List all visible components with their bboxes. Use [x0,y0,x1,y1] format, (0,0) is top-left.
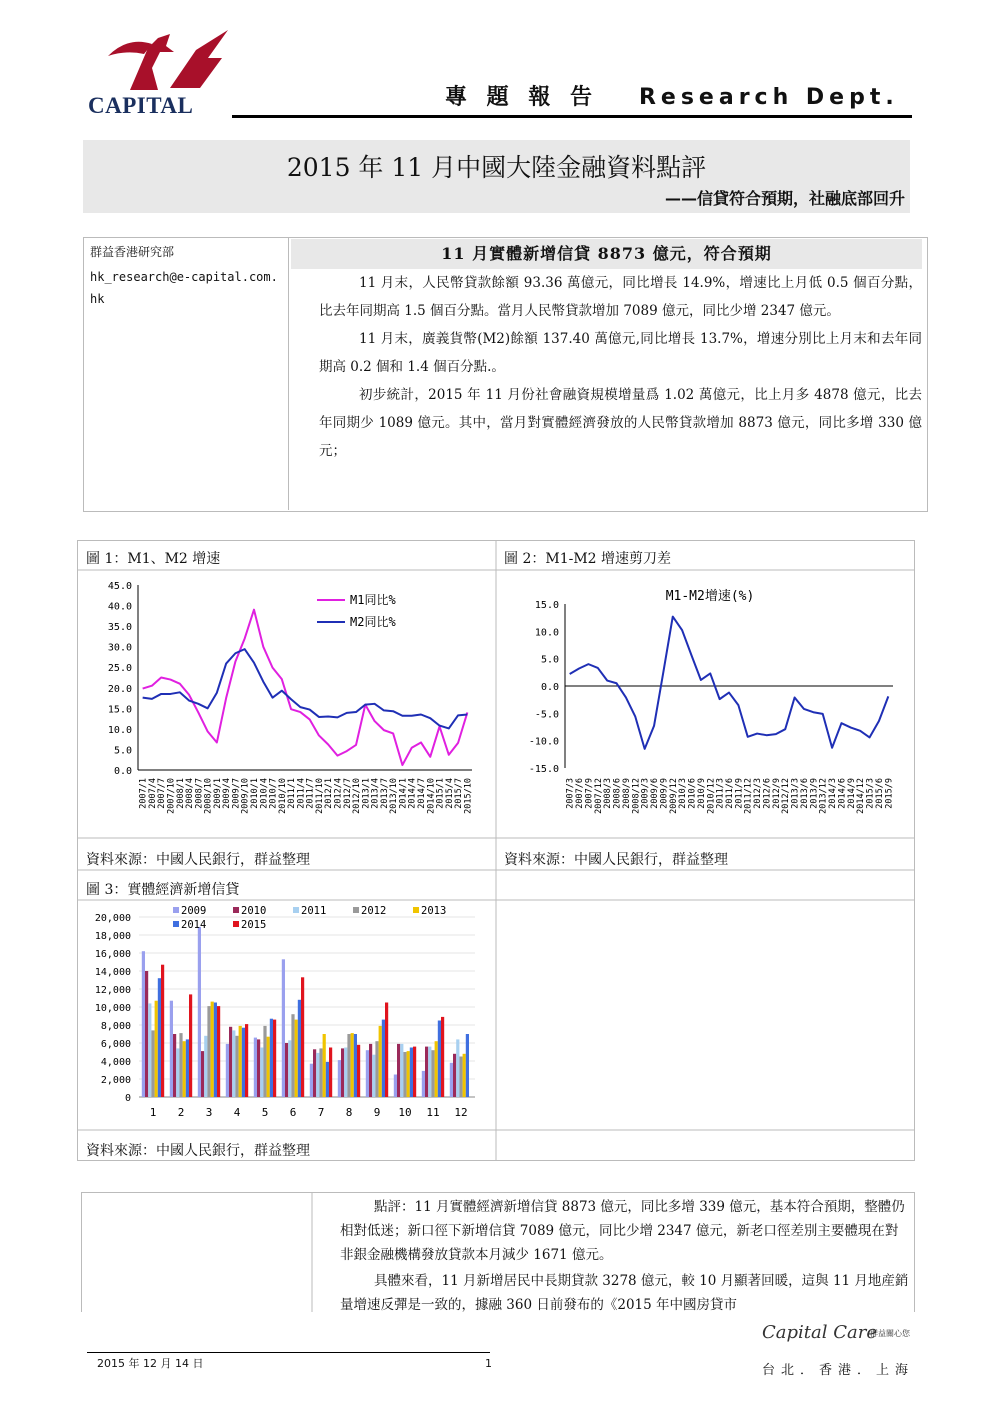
bar [176,1048,179,1097]
bar [145,971,148,1097]
x-tick-label: 2014/6 [837,778,848,809]
bar [341,1048,344,1097]
bar [413,1047,416,1097]
x-tick-label: 2010/10 [277,778,288,814]
bar [375,1041,378,1097]
bar [242,1028,245,1097]
fig1-label: 圖 1：M1、M2 增速 [86,551,221,567]
bar [316,1053,319,1097]
x-tick-label: 2007/9 [584,778,595,809]
bar [400,1044,403,1097]
y-tick-label: 15.0 [534,600,559,611]
bar [254,1038,257,1097]
x-tick-label: 2008/10 [203,778,214,814]
x-tick-label: 2007/6 [575,778,586,809]
legend-swatch [233,907,239,913]
bar [229,1027,232,1097]
y-tick-label: -15.0 [528,764,559,775]
y-tick-label: -10.0 [528,736,559,748]
y-tick-label: 2,000 [100,1075,131,1086]
bar [291,1014,294,1097]
x-tick-label: 2011/6 [725,778,735,809]
legend-label: 2015 [241,919,267,931]
bar [319,1048,322,1097]
x-tick-label: 7 [317,1106,325,1119]
x-tick-label: 2012/12 [781,778,792,814]
bar [344,1048,347,1098]
x-tick-label: 2010/9 [696,778,707,809]
x-tick-label: 2014/4 [407,778,418,809]
x-tick-label: 2007/1 [138,778,149,809]
x-tick-label: 2008/7 [194,778,205,809]
author-info [84,238,289,510]
bar [438,1021,441,1098]
x-tick-label: 1 [149,1106,157,1119]
series-line [143,610,468,765]
bar [288,1040,291,1097]
bar [232,1030,235,1097]
bar [369,1044,372,1097]
x-tick-label: 3 [205,1106,213,1119]
y-tick-label: 5.0 [540,654,559,666]
x-tick-label: 2009/10 [240,778,251,814]
x-tick-label: 2014/10 [426,778,437,814]
bar [410,1048,413,1098]
y-tick-label: 20.0 [107,683,132,695]
bar [183,1041,186,1097]
bar [435,1041,438,1097]
legend-swatch [413,907,419,913]
bar [366,1050,369,1097]
bar [245,1024,248,1097]
x-tick-label: 2007/4 [147,778,158,809]
fig3-label: 圖 3：實體經濟新增信貸 [86,882,240,898]
bar [301,977,304,1097]
x-tick-label: 2008/9 [621,778,632,809]
x-tick-label: 11 [426,1106,440,1119]
x-tick-label: 12 [454,1106,468,1119]
capital-care-sub: 群益關心您 [870,1329,910,1338]
chart-m1-m2-growth [80,572,492,842]
bar [189,994,192,1097]
y-tick-label: 10.0 [107,724,132,736]
legend-swatch [293,907,299,913]
bar [326,1062,329,1097]
x-tick-label: 2014/3 [828,778,839,809]
page-title: 2015 年 11 月中國大陸金融資料點評 [286,153,707,182]
y-tick-label: 20,000 [94,913,131,924]
capital-care-logo: Capital Care [762,1322,877,1343]
bar [351,1033,354,1097]
x-tick-label: 10 [398,1106,412,1119]
footer-cities: 台北．香港．上海 [762,1363,915,1378]
fig1-source: 資料來源：中國人民銀行，群益整理 [86,852,310,868]
x-tick-label: 2010/6 [687,778,698,809]
y-tick-label: 10,000 [94,1003,131,1014]
x-tick-label: 8 [345,1106,353,1119]
bar [142,951,145,1097]
legend-swatch [173,921,179,927]
capital-logo-mark [100,28,230,96]
x-tick-label: 2010/1 [249,778,260,809]
bar [235,1036,238,1097]
x-tick-label: 2013/12 [818,778,829,814]
x-tick-label: 2015/6 [874,778,885,809]
author-email: hk_research@e-capital.com.hk [90,270,278,306]
bar [170,1001,173,1097]
comment-para-2: 具體來看，11 月新增居民中長期貸款 3278 億元，較 10 月顯著回暖，這與 11 月地産銷量增速反彈是一致的，據融 360 日前發布的《2015 年中國房貸市 [340,1273,909,1313]
chart-m1-m2-gap [498,572,910,842]
x-tick-label: 2012/9 [771,778,782,809]
footer-rule [87,1352,490,1353]
y-tick-label: 4,000 [100,1057,131,1068]
summary-para-3: 初步統計，2015 年 11 月份社會融資規模增量爲 1.02 萬億元，比上月多 4878 億元，比去年同期少 1089 億元。其中，當月對實體經濟發放的人民幣貸款增加 8873 億元，同比多增 330 億元； [319,387,922,459]
bar [313,1049,316,1097]
x-tick-label: 4 [233,1106,241,1119]
bar [372,1055,375,1097]
bar [173,1034,176,1097]
legend-label: 2011 [301,905,327,917]
bar [397,1044,400,1097]
x-tick-label: 2008/1 [175,778,186,809]
bar [270,1019,273,1097]
bar [285,1043,288,1097]
x-tick-label: 2013/10 [389,778,400,814]
chart-new-credit [80,902,492,1128]
x-tick-label: 2008/4 [185,778,196,809]
bar [201,1051,204,1097]
dept-en: Research Dept. [638,85,899,110]
x-tick-label: 2009/12 [668,778,679,814]
x-tick-label: 2008/6 [612,778,623,809]
bar [179,1033,182,1097]
x-tick-label: 2013/1 [361,778,372,809]
bar [354,1034,357,1097]
legend-label: 2014 [181,919,207,931]
legend-label: 2010 [241,905,267,917]
bar [198,927,201,1097]
bar [459,1057,462,1098]
x-tick-label: 2009/4 [222,778,233,809]
y-tick-label: 25.0 [107,663,132,675]
fig2-source: 資料來源：中國人民銀行，群益整理 [504,852,728,868]
bar [263,1026,266,1097]
x-tick-label: 2009/7 [231,778,242,809]
x-tick-label: 2011/12 [743,778,754,814]
y-tick-label: 0.0 [540,682,559,693]
bar [329,1048,332,1098]
bar [323,1034,326,1097]
x-tick-label: 2012/6 [762,778,773,809]
x-tick-label: 2012/1 [324,778,335,809]
y-tick-label: 8,000 [100,1021,131,1032]
y-tick-label: 45.0 [107,581,132,592]
bar [453,1054,456,1097]
x-tick-label: 2007/7 [157,778,168,809]
y-tick-label: 5.0 [113,745,132,757]
bar [257,1039,260,1097]
page-subtitle: ——信貸符合預期，社融底部回升 [664,189,905,208]
x-tick-label: 2012/10 [352,778,363,814]
x-tick-label: 2013/4 [370,778,381,809]
y-tick-label: 0 [124,1093,131,1104]
x-tick-label: 2013/7 [379,778,390,809]
x-tick-label: 2012/4 [333,778,344,809]
y-tick-label: 16,000 [94,949,131,960]
bar [217,1006,220,1097]
bar [260,1048,263,1098]
bar [394,1075,397,1098]
x-tick-label: 2007/10 [166,778,177,814]
comment-para-1: 點評：11 月實體經濟新增信貸 8873 億元，同比多增 339 億元，基本符合預期，整體仍相對低迷；新口徑下新增信貸 7089 億元，同比少增 2347 億元，新老口徑差別主要體現在對非銀金融機構發放貸款本月減少 1671 億元。 [340,1199,905,1263]
bar [282,959,285,1097]
y-tick-label: 30.0 [107,642,132,654]
summary-para-1: 11 月末，人民幣貸款餘額 93.36 萬億元，同比增長 14.9%，增速比上月低 0.5 個百分點，比去年同期高 1.5 個百分點。當月人民幣貸款增加 7089 億元，同比少增 2347 億元。 [319,275,922,319]
x-tick-label: 2008/12 [631,778,642,814]
summary-body [289,238,926,510]
x-tick-label: 2013/3 [790,778,801,809]
x-tick-label: 2015/9 [884,778,895,809]
y-tick-label: 0.0 [113,766,132,777]
chart-title: M1-M2增速(%) [665,589,755,604]
legend-label: M1同比% [350,593,396,607]
page-number: 1 [485,1357,492,1370]
summary-para-2: 11 月末，廣義貨幣(M2)餘額 137.40 萬億元,同比增長 13.7%，增速分別比上月末和去年同期高 0.2 個和 1.4 個百分點.。 [319,331,922,375]
bar [204,1036,207,1097]
legend-label: M2同比% [350,615,396,629]
x-tick-label: 2007/3 [565,778,576,809]
y-tick-label: 6,000 [100,1039,131,1050]
bar [382,1020,385,1097]
bar [407,1051,410,1097]
bar [207,1006,210,1097]
x-tick-label: 2011/1 [287,778,298,809]
x-tick-label: 2011/4 [296,778,307,809]
x-tick-label: 2008/3 [603,778,614,809]
summary-heading: 11 月實體新增信貸 8873 億元，符合預期 [291,239,922,269]
legend-swatch [233,921,239,927]
x-tick-label: 2009/9 [659,778,670,809]
x-tick-label: 2011/3 [715,778,726,809]
x-tick-label: 2013/9 [809,778,820,809]
x-tick-label: 6 [289,1106,297,1119]
bar [466,1034,469,1097]
x-tick-label: 2015/1 [435,778,446,809]
bar [151,1030,154,1097]
bar [148,1003,151,1097]
footer-date: 2015 年 12 月 14 日 [97,1357,204,1370]
x-tick-label: 2015/10 [463,778,474,814]
bar [298,1000,301,1097]
bar [158,978,161,1097]
y-tick-label: 14,000 [94,967,131,978]
y-tick-label: 15.0 [107,704,132,716]
legend-label: 2013 [421,905,447,917]
header-rule [232,115,912,118]
legend-swatch [353,907,359,913]
bar [385,1003,388,1098]
x-tick-label: 2010/3 [678,778,689,809]
x-tick-label: 2015/4 [444,778,455,809]
bar [441,1017,444,1097]
bar [273,1020,276,1097]
bar [428,1047,431,1097]
bar [422,1071,425,1097]
bar [267,1037,270,1097]
x-tick-label: 2011/9 [734,778,745,809]
x-tick-label: 2011/10 [314,778,325,814]
bar [338,1060,341,1097]
bar [239,1026,242,1097]
comment-text [340,1195,910,1315]
x-tick-label: 2010/12 [706,778,717,814]
x-tick-label: 2014/1 [398,778,409,809]
author-org: 群益香港研究部 [90,245,175,259]
bar [214,1003,217,1098]
bar [161,965,164,1097]
x-tick-label: 2014/12 [856,778,867,814]
bar [431,1050,434,1097]
x-tick-label: 9 [373,1106,381,1119]
x-tick-label: 2010/7 [268,778,279,809]
series-line [570,617,889,749]
x-tick-label: 2012/3 [753,778,764,809]
x-tick-label: 2014/9 [846,778,857,809]
x-tick-label: 2015/7 [454,778,465,809]
bar [226,1044,229,1097]
bar [155,1001,158,1097]
x-tick-label: 5 [261,1106,269,1119]
legend-swatch [173,907,179,913]
y-tick-label: -5.0 [534,709,559,721]
x-tick-label: 2009/6 [650,778,661,809]
bar [403,1052,406,1097]
bar [295,1020,298,1097]
fig3-source: 資料來源：中國人民銀行，群益整理 [86,1143,310,1159]
legend-label: 2012 [361,905,387,917]
bar [463,1054,466,1097]
bar [310,1064,313,1097]
y-tick-label: 35.0 [107,622,132,634]
bar [211,1002,214,1097]
bar [456,1039,459,1097]
y-tick-label: 10.0 [534,627,559,639]
x-tick-label: 2011/7 [305,778,316,809]
x-tick-label: 2015/3 [865,778,876,809]
y-tick-label: 12,000 [94,985,131,996]
bar [357,1045,360,1097]
x-tick-label: 2 [177,1106,185,1119]
bar [186,1039,189,1097]
logo-text: CAPITAL [88,93,194,118]
x-tick-label: 2009/3 [640,778,651,809]
bar [450,1063,453,1097]
x-tick-label: 2012/7 [342,778,353,809]
dept-cn: 專 題 報 告 [445,85,598,110]
bar [379,1026,382,1097]
x-tick-label: 2007/12 [593,778,604,814]
legend-label: 2009 [181,905,207,917]
report-type [445,80,899,111]
x-tick-label: 2009/1 [212,778,223,809]
x-tick-label: 2014/7 [416,778,427,809]
bar [347,1034,350,1097]
y-tick-label: 40.0 [107,601,132,613]
y-tick-label: 18,000 [94,931,131,942]
bar [425,1047,428,1097]
fig2-label: 圖 2：M1-M2 增速剪刀差 [504,551,672,567]
x-tick-label: 2010/4 [259,778,270,809]
x-tick-label: 2013/6 [799,778,810,809]
